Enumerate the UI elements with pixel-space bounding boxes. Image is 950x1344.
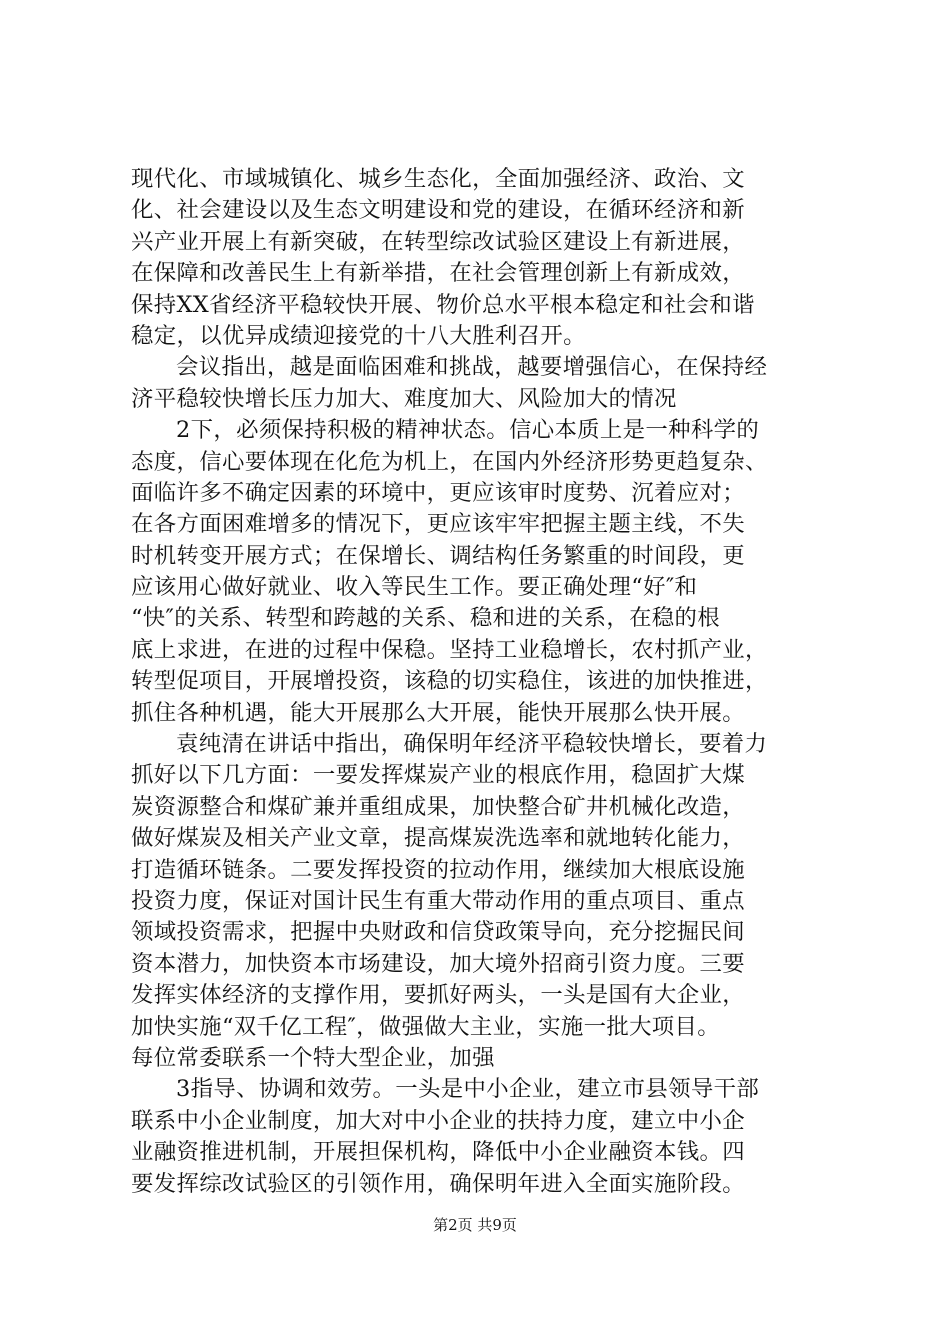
paragraph: [131, 352, 831, 415]
text-line: 资本潜力，加快资本市场建设，加大境外招商引资力度。三要: [131, 950, 745, 977]
page-footer: 第2页 共9页: [433, 1216, 517, 1234]
text-line: 兴产业开展上有新突破，在转型综改试验区建设上有新进展，: [131, 228, 745, 255]
text-line: 抓好以下几方面：一要发挥煤炭产业的根底作用，稳固扩大煤: [131, 762, 745, 789]
text-line: 袁纯清在讲话中指出，确保明年经济平稳较快增长，要着力: [176, 731, 768, 758]
text-line: 应该用心做好就业、收入等民生工作。要正确处理“好″和: [131, 574, 698, 601]
text-line: 要发挥综改试验区的引领作用，确保明年进入全面实施阶段。: [131, 1170, 745, 1197]
paragraph: [131, 1074, 831, 1200]
text-line: 稳定，以优异成绩迎接党的十八大胜利召开。: [131, 322, 586, 349]
document-body: [131, 164, 831, 1200]
text-line: 在各方面困难增多的情况下，更应该牢牢把握主题主线，不失: [131, 511, 745, 538]
text-line: 济平稳较快增长压力加大、难度加大、风险加大的情况: [131, 385, 677, 412]
text-line: 2下，必须保持积极的精神状态。信心本质上是一种科学的: [176, 417, 760, 444]
text-line: 加快实施“双千亿工程″，做强做大主业，实施一批大项目。: [131, 1013, 721, 1040]
text-line: 态度，信心要体现在化危为机上，在国内外经济形势更趋复杂、: [131, 448, 768, 475]
text-line: 投资力度，保证对国计民生有重大带动作用的重点项目、重点: [131, 887, 745, 914]
paragraph: [131, 415, 831, 729]
text-line: 保持XX省经济平稳较快开展、物价总水平根本稳定和社会和谐: [131, 291, 755, 318]
text-line: 发挥实体经济的支撑作用，要抓好两头，一头是国有大企业，: [131, 982, 745, 1009]
text-line: “快″的关系、转型和跨越的关系、稳和进的关系，在稳的根: [131, 605, 721, 632]
text-line: 炭资源整合和煤矿兼并重组成果，加快整合矿井机械化改造，: [131, 793, 745, 820]
text-line: 转型促项目，开展增投资，该稳的切实稳住，该进的加快推进，: [131, 668, 768, 695]
text-line: 抓住各种机遇，能大开展那么大开展，能快开展那么快开展。: [131, 699, 745, 726]
text-line: 领域投资需求，把握中央财政和信贷政策导向，充分挖掘民间: [131, 919, 745, 946]
text-line: 会议指出，越是面临困难和挑战，越要增强信心，在保持经: [176, 354, 768, 381]
text-line: 打造循环链条。二要发挥投资的拉动作用，继续加大根底设施: [131, 856, 745, 883]
text-line: 做好煤炭及相关产业文章，提高煤炭洗选率和就地转化能力，: [131, 825, 745, 852]
paragraph: [131, 729, 831, 1074]
text-line: 在保障和改善民生上有新举措，在社会管理创新上有新成效，: [131, 260, 745, 287]
text-line: 业融资推进机制，开展担保机构，降低中小企业融资本钱。四: [131, 1139, 745, 1166]
text-line: 化、社会建设以及生态文明建设和党的建设，在循环经济和新: [131, 197, 745, 224]
text-line: 底上求进，在进的过程中保稳。坚持工业稳增长，农村抓产业，: [131, 636, 768, 663]
text-line: 每位常委联系一个特大型企业，加强: [131, 1044, 495, 1071]
text-line: 面临许多不确定因素的环境中，更应该审时度势、沉着应对；: [131, 479, 745, 506]
paragraph: [131, 164, 831, 352]
text-line: 时机转变开展方式；在保增长、调结构任务繁重的时间段，更: [131, 542, 745, 569]
text-line: 现代化、市域城镇化、城乡生态化，全面加强经济、政治、文: [131, 166, 745, 192]
text-line: 3指导、协调和效劳。一头是中小企业，建立市县领导干部: [176, 1076, 760, 1103]
text-line: 联系中小企业制度，加大对中小企业的扶持力度，建立中小企: [131, 1107, 745, 1134]
